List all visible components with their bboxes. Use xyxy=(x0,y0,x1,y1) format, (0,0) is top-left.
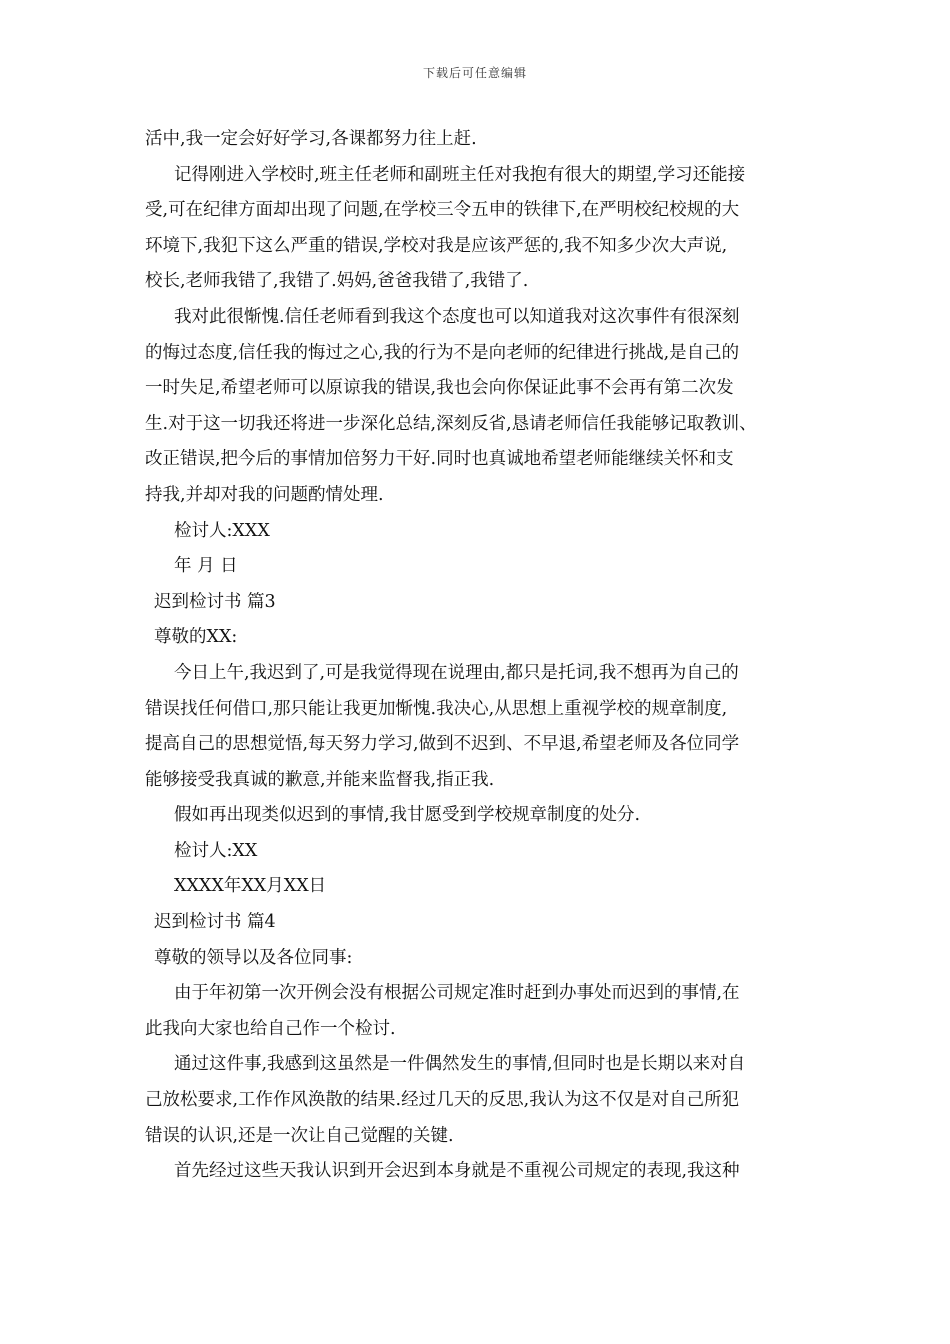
text-line: 受,可在纪律方面却出现了问题,在学校三令五申的铁律下,在严明校纪校规的大 xyxy=(145,200,740,221)
text-line: XXXX年XX月XX日 xyxy=(174,876,327,897)
text-line: 提高自己的思想觉悟,每天努力学习,做到不迟到、不早退,希望老师及各位同学 xyxy=(145,734,740,755)
text-line: 我对此很惭愧.信任老师看到我这个态度也可以知道我对这次事件有很深刻 xyxy=(174,306,740,327)
text-line: 尊敬的XX: xyxy=(154,627,238,648)
text-line: 检讨人:XXX xyxy=(174,520,270,541)
text-line: 记得刚进入学校时,班主任老师和副班主任对我抱有很大的期望,学习还能接 xyxy=(174,164,746,185)
text-line: 尊敬的领导以及各位同事: xyxy=(154,947,353,968)
text-line: 活中,我一定会好好学习,各课都努力往上赶. xyxy=(145,129,477,149)
text-line: 的悔过态度,信任我的悔过之心,我的行为不是向老师的纪律进行挑战,是自己的 xyxy=(145,342,740,363)
text-line: 由于年初第一次开例会没有根据公司规定准时赶到办事处而迟到的事情,在 xyxy=(174,983,740,1004)
text-line: 迟到检讨书 篇3 xyxy=(154,591,276,612)
text-line: 持我,并却对我的问题酌情处理. xyxy=(145,484,384,505)
text-line: 检讨人:XX xyxy=(174,840,258,861)
text-line: 今日上午,我迟到了,可是我觉得现在说理由,都只是托词,我不想再为自己的 xyxy=(174,662,739,683)
text-line: 年 月 日 xyxy=(174,556,238,577)
page-header: 下载后可任意编辑 xyxy=(422,66,527,80)
text-line: 此我向大家也给自己作一个检讨. xyxy=(145,1018,396,1039)
text-line: 一时失足,希望老师可以原谅我的错误,我也会向你保证此事不会再有第二次发 xyxy=(145,378,734,399)
text-line: 首先经过这些天我认识到开会迟到本身就是不重视公司规定的表现,我这种 xyxy=(174,1161,740,1182)
text-line: 错误的认识,还是一次让自己觉醒的关键. xyxy=(145,1125,454,1146)
text-line: 环境下,我犯下这么严重的错误,学校对我是应该严惩的,我不知多少次大声说, xyxy=(145,235,728,256)
text-line: 己放松要求,工作作风涣散的结果.经过几天的反思,我认为这不仅是对自己所犯 xyxy=(145,1090,740,1111)
text-line: 假如再出现类似迟到的事情,我甘愿受到学校规章制度的处分. xyxy=(174,805,641,826)
text-line: 迟到检讨书 篇4 xyxy=(154,912,276,933)
text-line: 能够接受我真诚的歉意,并能来监督我,指正我. xyxy=(145,769,495,790)
text-line: 校长,老师我错了,我错了.妈妈,爸爸我错了,我错了. xyxy=(145,271,529,292)
document-body xyxy=(145,122,825,1190)
text-line: 通过这件事,我感到这虽然是一件偶然发生的事情,但同时也是长期以来对自 xyxy=(174,1054,746,1075)
text-line: 生.对于这一切我还将进一步深化总结,深刻反省,恳请老师信任我能够记取教训、 xyxy=(145,413,757,434)
text-line: 错误找任何借口,那只能让我更加惭愧.我决心,从思想上重视学校的规章制度, xyxy=(145,698,728,719)
text-line: 改正错误,把今后的事情加倍努力干好.同时也真诚地希望老师能继续关怀和支 xyxy=(145,449,734,470)
